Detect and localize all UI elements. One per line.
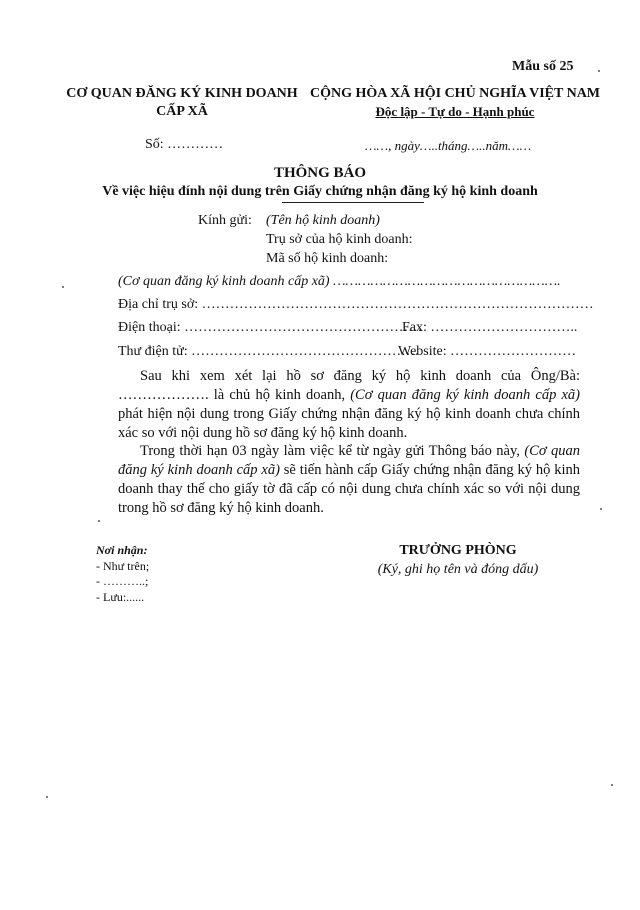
receivers-item: - ………..; — [96, 574, 149, 588]
email-field: Thư điện tử: …………………………………………. — [118, 344, 419, 359]
receivers-item: - Lưu:...... — [96, 590, 145, 604]
fax-field: Fax: ………………………….. — [402, 320, 578, 335]
subtitle-underline — [282, 202, 424, 203]
agency-header-line2: CẤP XÃ — [156, 104, 208, 119]
agency-header-line1: CƠ QUAN ĐĂNG KÝ KINH DOANH — [66, 86, 298, 101]
receivers-label: Nơi nhận: — [96, 543, 148, 557]
nation-header-line1: CỘNG HÒA XÃ HỘI CHỦ NGHĨA VIỆT NAM — [310, 86, 601, 101]
document-title: THÔNG BÁO — [273, 165, 367, 181]
signer-title: TRƯỞNG PHÒNG — [399, 543, 517, 558]
paragraph-1-text-a: Sau khi xem xét lại hồ sơ đăng ký hộ kinh doanh của Ông/Bà: ………………. là chủ hộ kinh doanh, — [118, 368, 580, 403]
scan-speck — [611, 784, 613, 786]
paragraph-1-agency: (Cơ quan đăng ký kinh doanh cấp xã) — [350, 387, 580, 403]
website-field: Website: ……………………… — [398, 344, 577, 359]
form-code: Mẫu số 25 — [512, 59, 574, 74]
receivers-item: - Như trên; — [96, 559, 150, 573]
phone-field: Điện thoại: …………………………………………… — [118, 320, 423, 335]
agency-name-field: (Cơ quan đăng ký kinh doanh cấp xã) ………………………………………………. — [118, 274, 561, 289]
recipient-label: Kính gửi: — [198, 213, 252, 228]
recipient-name: (Tên hộ kinh doanh) — [266, 213, 380, 228]
address-field: Địa chỉ trụ sở: ………………………………………………………………………… — [118, 297, 594, 312]
body-paragraph-2 — [118, 442, 580, 518]
signer-note: (Ký, ghi họ tên và đóng dấu) — [377, 562, 539, 577]
document-date: ……, ngày…..tháng…..năm…… — [365, 138, 532, 153]
paragraph-2-text-a: Trong thời hạn 03 ngày làm việc kể từ ngày gửi Thông báo này, — [140, 443, 525, 459]
nation-motto: Độc lập - Tự do - Hạnh phúc — [375, 104, 535, 119]
paragraph-1-text-b: phát hiện nội dung trong Giấy chứng nhận đăng ký hộ kinh doanh chưa chính xác so với nội dung hồ sơ đăng ký hộ kinh doanh. — [118, 406, 580, 441]
scan-speck — [46, 796, 48, 798]
paragraph-2-text-b: sẽ tiến hành cấp Giấy chứng nhận đăng ký hộ kinh doanh thay thế cho giấy tờ đã cấp có nội dung chưa chính xác so với nội dung trong hồ sơ đăng ký hộ kinh doanh. — [118, 462, 580, 516]
document-number: Số: ………… — [145, 137, 224, 152]
paragraph-2-agency: (Cơ quan đăng ký kinh doanh cấp xã) — [118, 443, 580, 478]
document-subtitle: Về việc hiệu đính nội dung trên Giấy chứng nhận đăng ký hộ kinh doanh — [102, 184, 538, 199]
recipient-code: Mã số hộ kinh doanh: — [266, 251, 389, 266]
scan-speck — [98, 520, 100, 522]
body-paragraph-1 — [118, 367, 580, 443]
scan-speck — [598, 70, 600, 72]
scan-speck — [600, 508, 602, 510]
recipient-address: Trụ sở của hộ kinh doanh: — [266, 232, 413, 247]
scan-speck — [62, 286, 64, 288]
